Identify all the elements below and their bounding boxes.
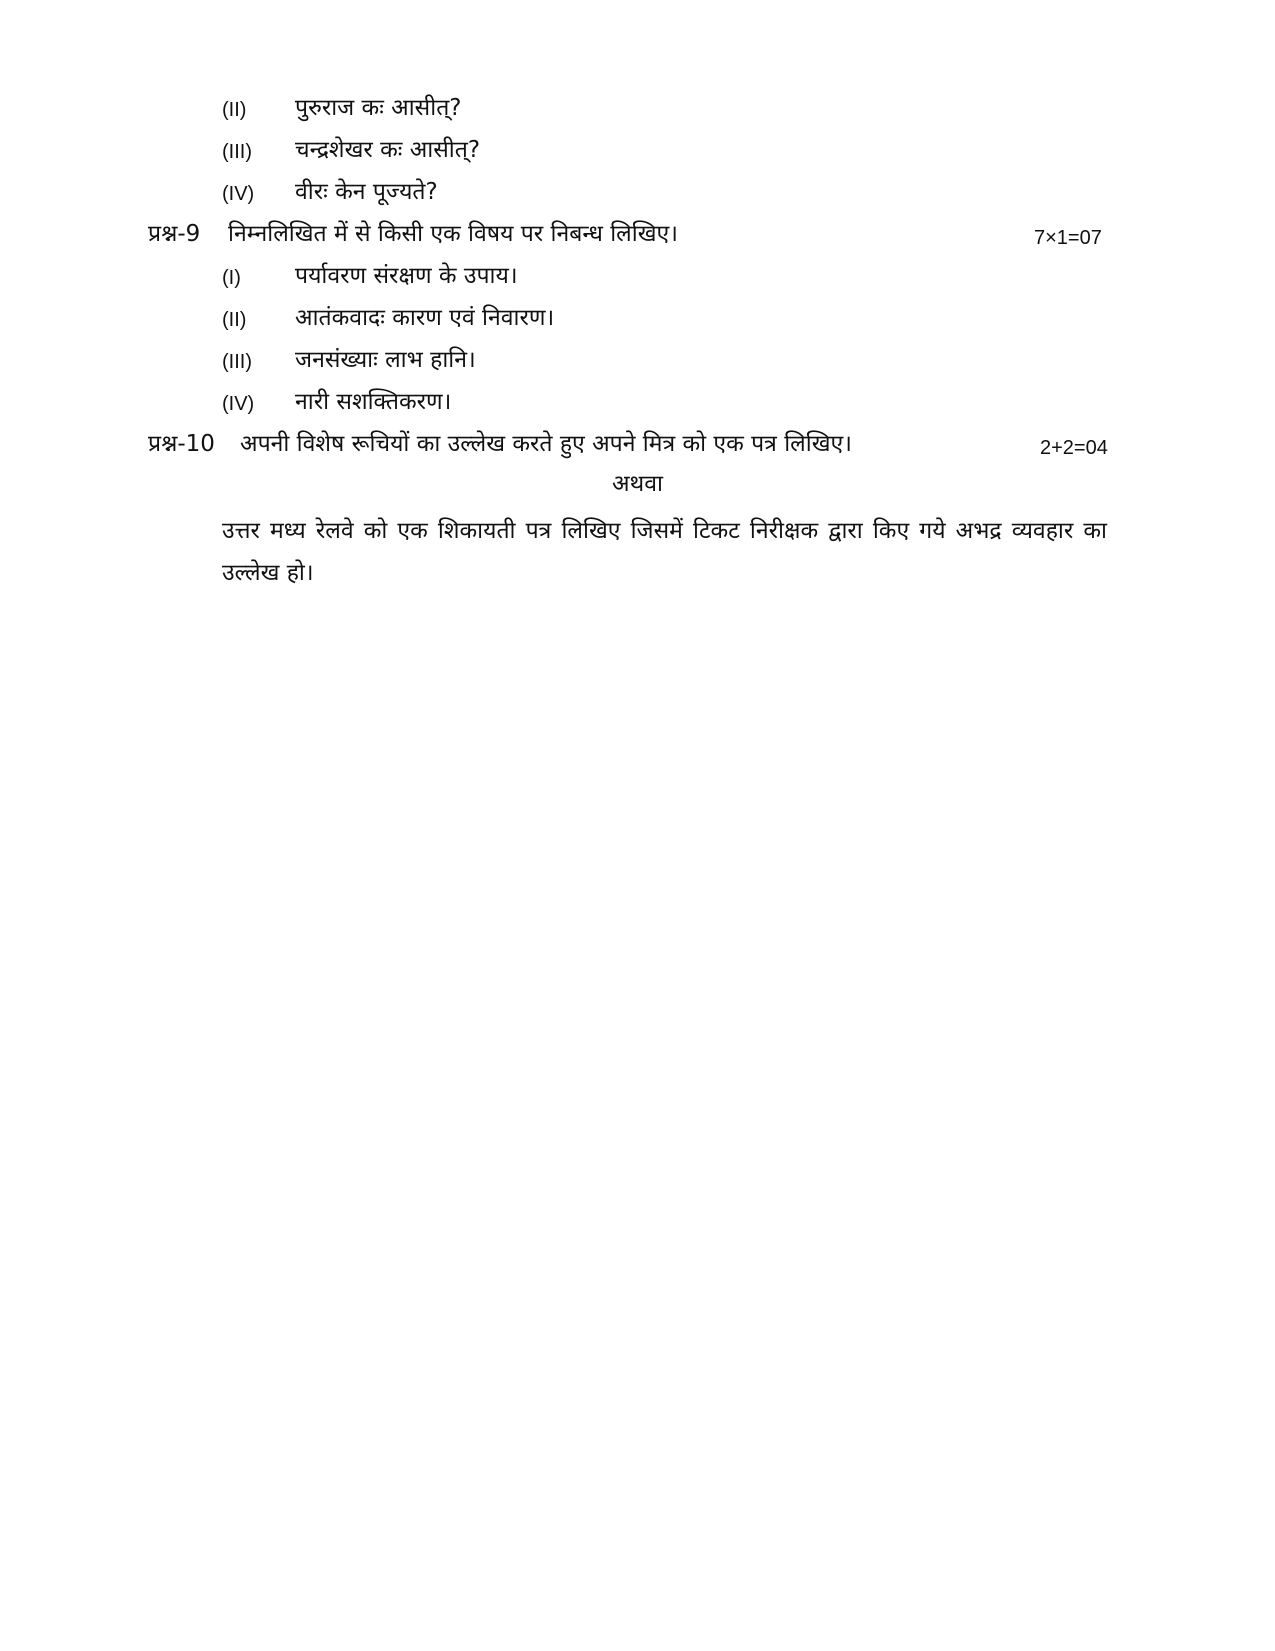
alternate-question-text: उत्तर मध्य रेलवे को एक शिकायती पत्र लिखिए जिसमें टिकट निरीक्षक द्वारा किए गये अभद्र व्यवहार का उल्लेख हो। — [222, 518, 1107, 586]
option-number: (III) — [222, 351, 252, 373]
option-text: वीरः केन पूज्यते? — [295, 179, 438, 205]
option-number: (III) — [222, 141, 252, 163]
or-label: अथवा — [611, 471, 663, 497]
option-number: (IV) — [222, 183, 255, 205]
question-label: प्रश्न-9 — [148, 221, 201, 247]
option-number: (II) — [222, 309, 247, 331]
question-text: अपनी विशेष रूचियों का उल्लेख करते हुए अपने मित्र को एक पत्र लिखिए। — [240, 431, 852, 457]
option-number: (IV) — [222, 393, 255, 415]
question-text: निम्नलिखित में से किसी एक विषय पर निबन्ध लिखिए। — [228, 221, 678, 247]
question-marks: 7×1=07 — [1034, 227, 1102, 249]
option-text: आतंकवादः कारण एवं निवारण। — [295, 305, 555, 331]
option-text: नारी सशक्तिकरण। — [295, 389, 452, 415]
question-marks: 2+2=04 — [1040, 437, 1108, 459]
option-number: (II) — [222, 99, 247, 121]
question-label: प्रश्न-10 — [148, 431, 215, 457]
option-text: जनसंख्याः लाभ हानि। — [295, 347, 476, 373]
option-text: पुरुराज कः आसीत्? — [295, 95, 462, 121]
option-text: पर्यावरण संरक्षण के उपाय। — [295, 263, 518, 289]
option-number: (I) — [222, 267, 241, 289]
option-text: चन्द्रशेखर कः आसीत्? — [295, 137, 481, 163]
